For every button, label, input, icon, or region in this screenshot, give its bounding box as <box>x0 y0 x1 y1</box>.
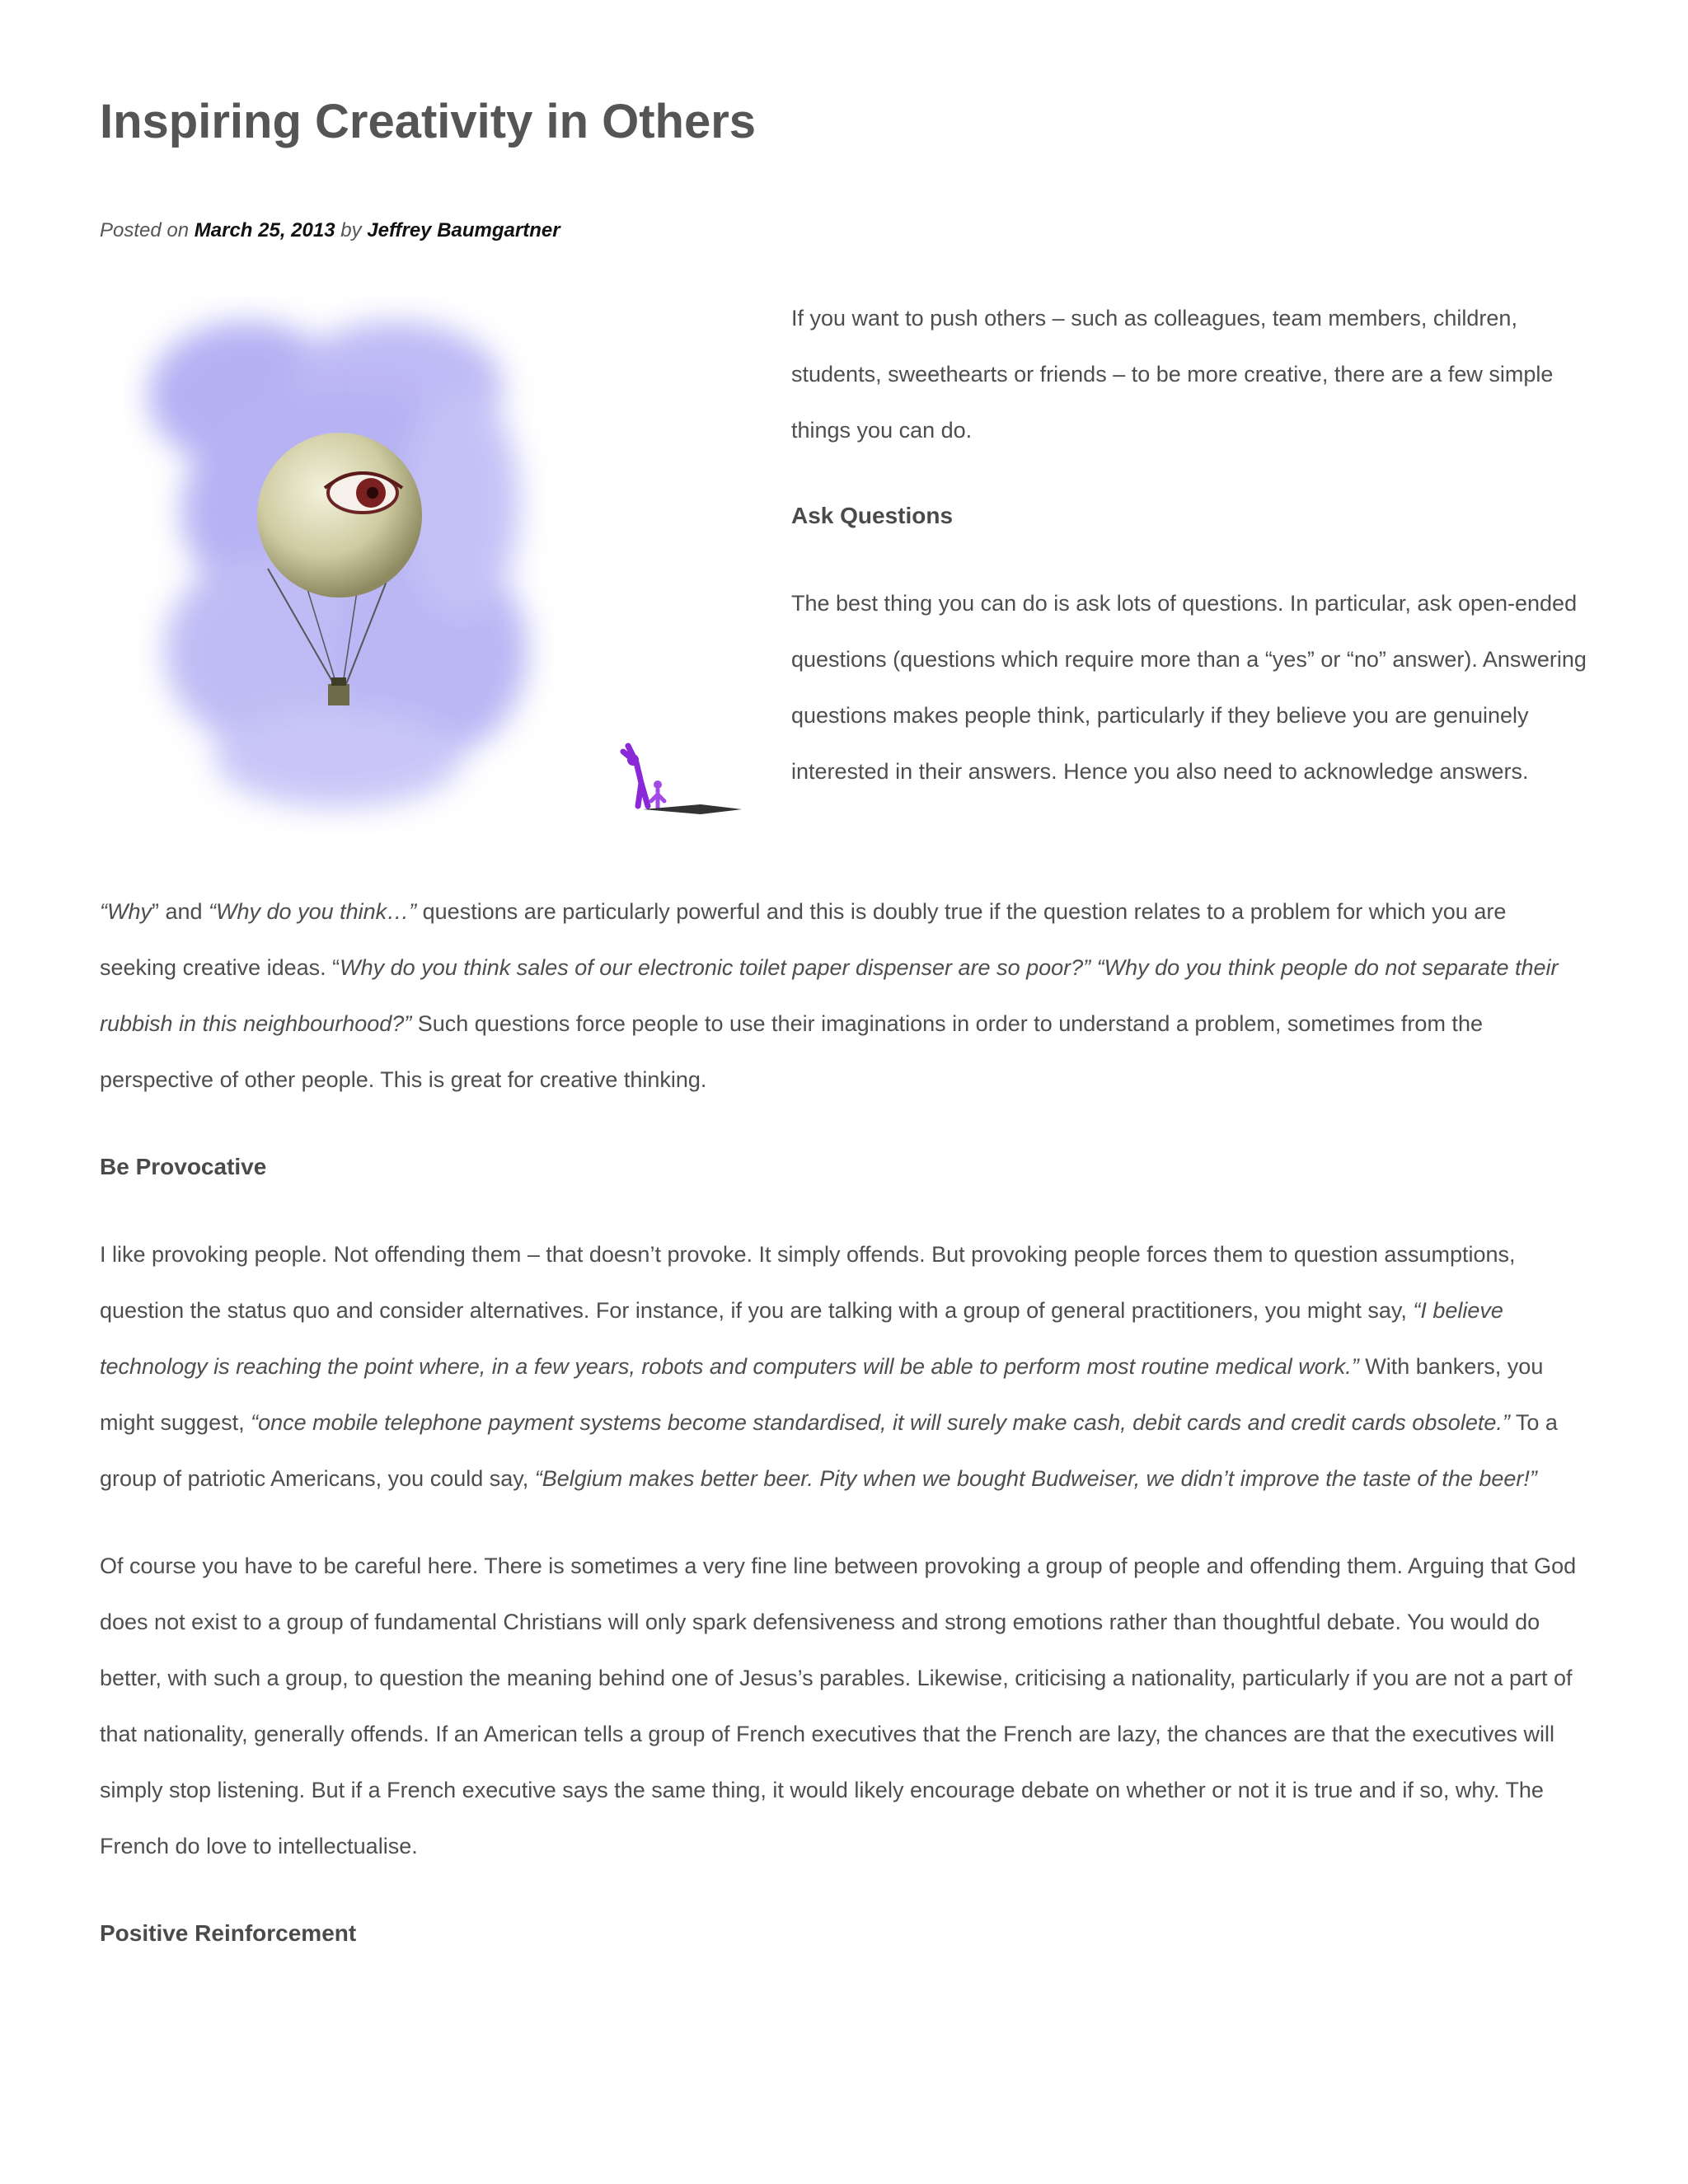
quote-bankers: “once mobile telephone payment systems become standardised, it will surely make cash, debit cards and credit cards obsolete.” <box>251 1410 1510 1435</box>
posted-on-label: Posted on <box>100 219 190 241</box>
provocative-paragraph <box>100 1226 1588 1507</box>
section-heading-be-provocative: Be Provocative <box>100 1154 267 1179</box>
text-run: questions are particularly powerful and this is doubly true if the question relates to a problem for which you are seeking creative ideas. “ <box>100 899 1507 980</box>
quote-example-questions: Why do you think sales of our electronic toilet paper dispenser are so poor?” “Why do you think people do not separate their rubbish in this neighbourhood?” <box>100 955 1559 1036</box>
article-title: Inspiring Creativity in Others <box>100 95 757 148</box>
quote-why-do-you-think: “Why do you think…” <box>209 899 417 924</box>
section-heading-positive-reinforcement: Positive Reinforcement <box>100 1920 357 1946</box>
text-run: I like provoking people. Not offending them – that doesn’t provoke. It simply offends. But provoking people forces them to question assumptions, question the status quo and consider alternatives. For instance, if you are talking with a group of general practitioners, you might say, <box>100 1242 1516 1323</box>
intro-column <box>791 290 1599 799</box>
ask-questions-paragraph: The best thing you can do is ask lots of questions. In particular, ask open-ended questions (questions which require more than a “yes” or “no” answer). Answering questions makes people think, particularly if they believe you are genuinely interested in their answers. Hence you also need to acknowledge answers. <box>791 591 1587 784</box>
quote-doctors: “I believe technology is reaching the point where, in a few years, robots and computers will be able to perform most routine medical work.” <box>100 1298 1503 1379</box>
post-meta <box>100 219 560 242</box>
author-link[interactable]: Jeffrey Baumgartner <box>367 219 560 241</box>
post-date-link[interactable]: March 25, 2013 <box>194 219 335 241</box>
text-run: Such questions force people to use their imaginations in order to understand a problem, sometimes from the perspective of other people. This is great for creative thinking. <box>100 1011 1483 1092</box>
section-heading-ask-questions: Ask Questions <box>791 503 954 528</box>
careful-paragraph: Of course you have to be careful here. There is sometimes a very fine line between provoking a group of people and offending them. Arguing that God does not exist to a group of fundamental Christians will only spark defensiveness and strong emotions rather than thoughtful debate. You would do better, with such a group, to question the meaning behind one of Jesus’s parables. Likewise, criticising a nationality, particularly if you are not a part of that nationality, generally offends. If an American tells a group of French executives that the French are lazy, the chances are that the executives will simply stop listening. But if a French executive says the same thing, it would likely encourage debate on whether or not it is true and if so, why. The French do love to intellectualise. <box>100 1554 1577 1858</box>
text-run: To a group of patriotic Americans, you could say, <box>100 1410 1558 1491</box>
intro-paragraph: If you want to push others – such as colleagues, team members, children, students, sweethearts or friends – to be more creative, there are a few simple things you can do. <box>791 306 1554 443</box>
quote-americans: “Belgium makes better beer. Pity when we bought Budweiser, we didn’t improve the taste of the beer!” <box>534 1466 1537 1491</box>
by-label: by <box>340 219 362 241</box>
waving-figures-icon <box>623 746 742 814</box>
text-run: ” and <box>152 899 209 924</box>
body-column <box>100 883 1588 1961</box>
hot-air-balloon-eye-illustration <box>124 297 750 832</box>
text-run: With bankers, you might suggest, <box>100 1354 1544 1435</box>
why-questions-paragraph <box>100 883 1588 1108</box>
quote-why: “Why <box>100 899 152 924</box>
